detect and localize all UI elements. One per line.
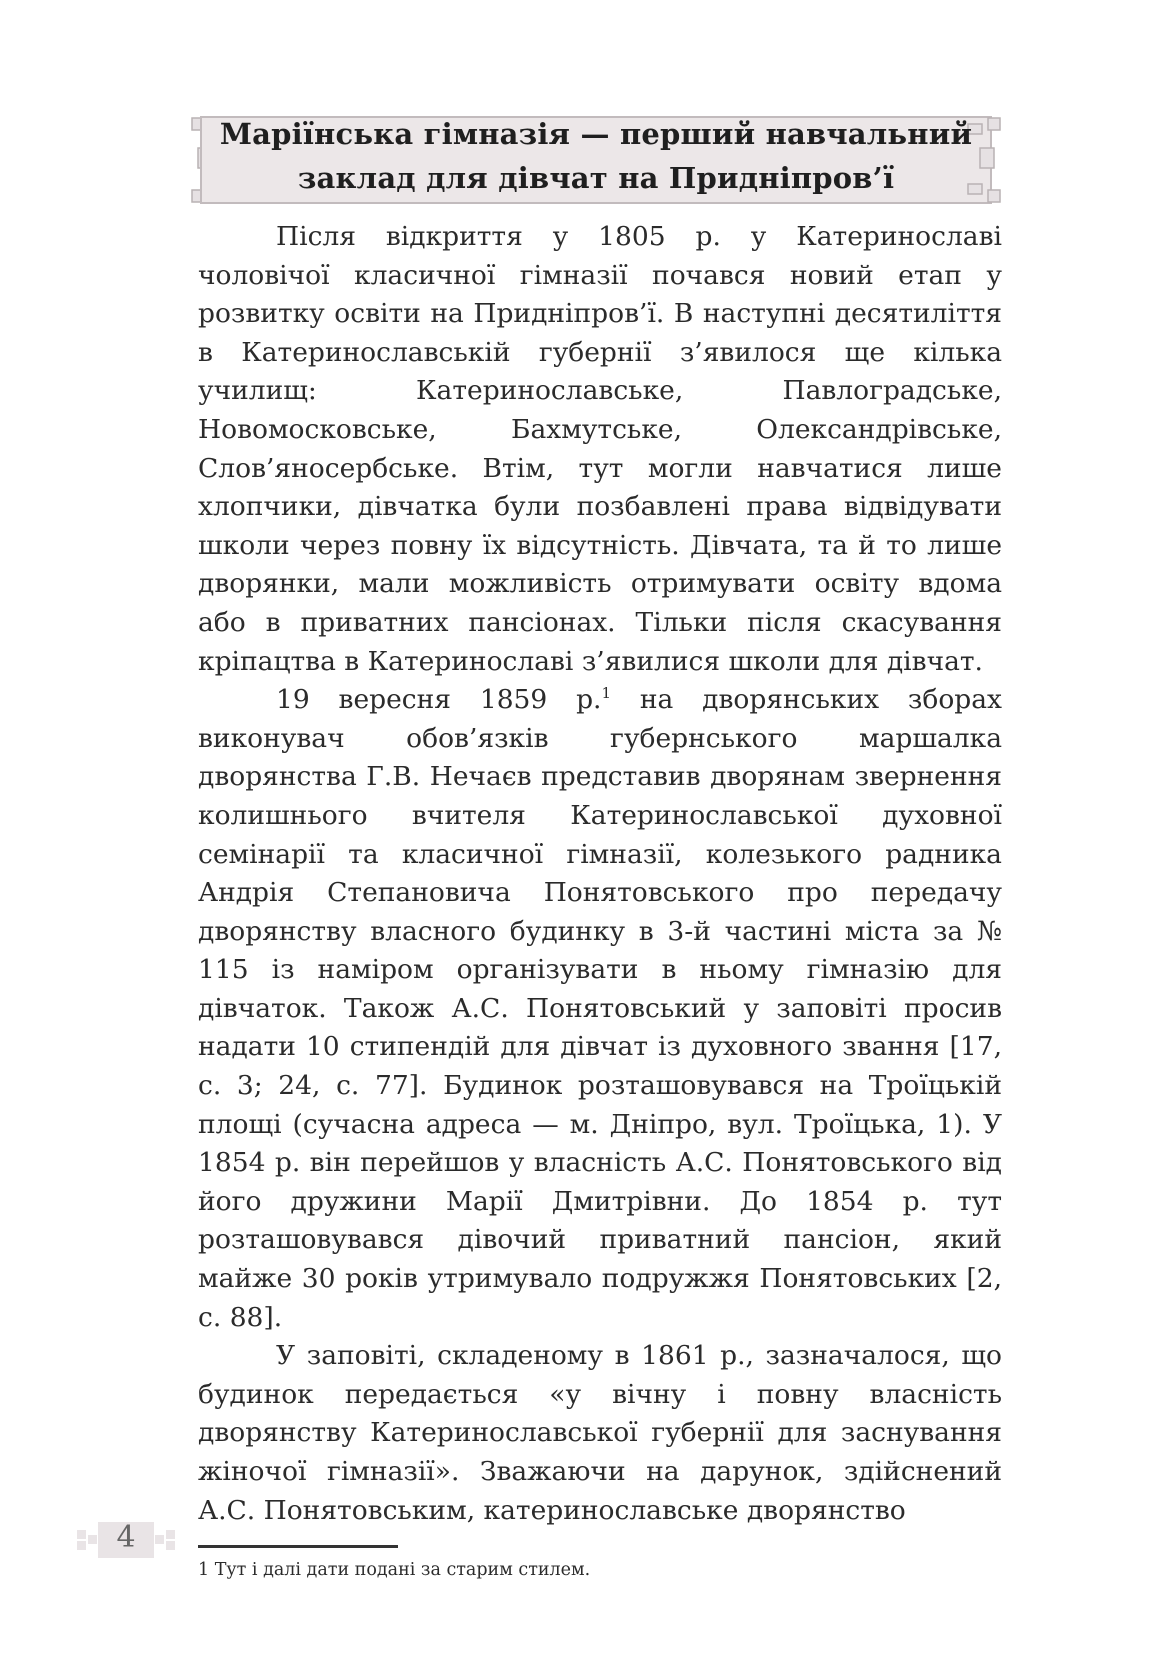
paragraph-2-start: 19 вересня 1859 р. — [276, 684, 602, 716]
chapter-title — [200, 112, 992, 200]
chapter-title-banner — [200, 106, 992, 206]
footnote: 1 Тут і далі дати подані за старим стилем. — [198, 1560, 591, 1580]
paragraph-3: У заповіті, складеному в 1861 р., зазначалося, що будинок передається «у вічну і повну власність дворянству Катеринославської губернії для заснування жіночої гімназії». Зважаючи на дарунок, здійснений А.С. Понятовським, катеринославське дворянство — [198, 1340, 1002, 1526]
paragraph-2 — [198, 681, 1002, 1337]
footnote-divider — [198, 1545, 398, 1548]
footnote-reference: 1 — [601, 684, 612, 703]
chapter-title-line-1: Маріїнська гімназія — перший навчальний — [219, 117, 973, 151]
chapter-title-line-2: заклад для дівчат на Придніпров’ї — [297, 161, 895, 195]
paragraph-2-rest: на дворянських зборах виконувач обов’язків губернського маршалка дворянства Г.В. Нечаєв представив дворянам звернення колишнього вчителя Катеринославської духовної семінарії та класичної гімназії, колезького радника Андрія Степановича Понятовського про передачу дворянству власного будинку в 3-й частині міста за № 115 із наміром організувати в ньому гімназію для дівчаток. Також А.С. Понятовський у заповіті просив надати 10 стипендій для дівчат із духовного звання [17, с. 3; 24, с. 77]. Будинок розташовувався на Троїцькій площі (сучасна адреса — м. Дніпро, вул. Троїцька, 1). У 1854 р. він перейшов у власність А.С. Понятовського від його дружини Марії Дмитрівни. До 1854 р. тут розташовувався дівочий приватний пансіон, який майже 30 років утримувало подружжя Понятовських [2, с. 88]. — [198, 684, 1002, 1333]
page-number-ornament-left — [76, 1529, 98, 1551]
page-number-block — [76, 1522, 176, 1560]
page-number: 4 — [116, 1520, 136, 1555]
paragraph-1: Після відкриття у 1805 р. у Катеринославі чоловічої класичної гімназії почався новий етап у розвитку освіти на Придніпров’ї. В наступні десятиліття в Катеринославській губернії з’явилося ще кілька училищ: Катеринославське, Павлоградське, Новомосковське, Бахмутське, Олександрівське, Слов’яносербське. Втім, тут могли навчатися лише хлопчики, дівчатка були позбавлені права відвідувати школи через повну їх відсутність. Дівчата, та й то лише дворянки, мали можливість отримувати освіту вдома або в приватних пансіонах. Тільки після скасування кріпацтва в Катеринославі з’явилися школи для дівчат. — [198, 221, 1002, 677]
page-number-ornament-right — [154, 1529, 176, 1551]
body-text — [198, 218, 1002, 1530]
